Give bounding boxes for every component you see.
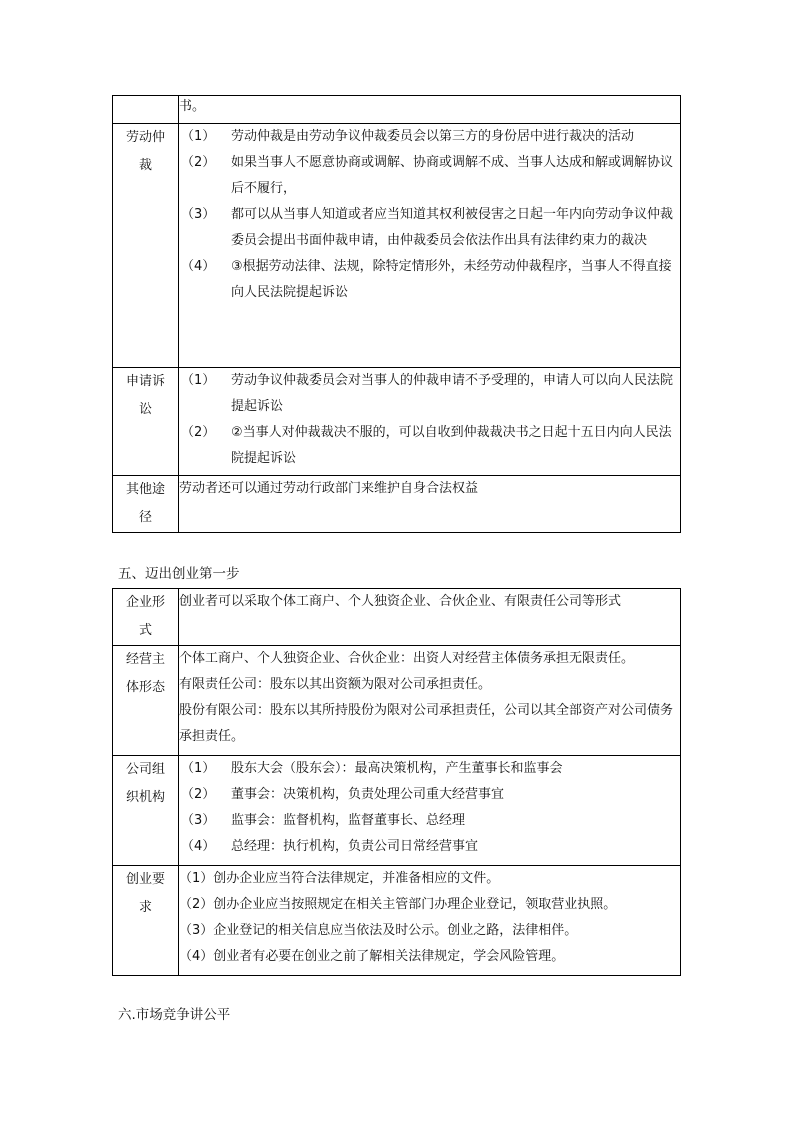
other-label: 其他途径 (113, 476, 179, 533)
item-text: ②当事人对仲裁裁决不服的，可以自收到仲裁裁决书之日起十五日内向人民法院提起诉讼 (231, 425, 672, 466)
item-number: （4） (181, 839, 216, 854)
ownership-label: 经营主体形态 (113, 646, 179, 756)
arbitration-label: 劳动仲裁 (113, 124, 179, 368)
list-item (179, 834, 680, 860)
row-label (113, 96, 179, 124)
table-row-ownership (113, 646, 681, 756)
list-item (179, 420, 680, 472)
list-item (179, 756, 680, 782)
forms-content: 创业者可以采取个体工商户、个人独资企业、合伙企业、有限责任公司等形式 (179, 589, 681, 646)
item-number: （2） (181, 425, 216, 440)
lawsuit-content (179, 368, 681, 476)
item-number: （1） (181, 129, 216, 144)
table-row-org (113, 756, 681, 866)
list-item (179, 150, 680, 202)
ownership-line: 股份有限公司：股东以其所持股份为限对公司承担责任，公司以其全部资产对公司债务承担责任。 (179, 703, 674, 744)
item-text: 劳动争议仲裁委员会对当事人的仲裁申请不予受理的，申请人可以向人民法院提起诉讼 (231, 373, 674, 414)
list-item (179, 782, 680, 808)
item-number: （3） (181, 207, 216, 222)
ownership-line: 有限责任公司：股东以其出资额为限对公司承担责任。 (179, 677, 492, 692)
item-number: （2） (181, 787, 216, 802)
item-text: 如果当事人不愿意协商或调解、协商或调解不成、当事人达成和解或调解协议后不履行， (231, 155, 674, 196)
requirements-content (179, 866, 681, 976)
ownership-content (179, 646, 681, 756)
requirement-line: （2）创办企业应当按照规定在相关主管部门办理企业登记，领取营业执照。 (179, 897, 617, 912)
item-text: 总经理：执行机构，负责公司日常经营事宜 (231, 839, 479, 854)
section-heading-5: 五、迈出创业第一步 (118, 566, 240, 582)
startup-table (112, 588, 681, 976)
requirement-line: （4）创业者有必要在创业之前了解相关法律规定，学会风险管理。 (179, 949, 565, 964)
requirement-line: （1）创办企业应当符合法律规定，并准备相应的文件。 (179, 871, 500, 886)
table-row-lawsuit (113, 368, 681, 476)
item-number: （1） (181, 761, 216, 776)
forms-label: 企业形式 (113, 589, 179, 646)
row-content: 书。 (179, 96, 681, 124)
item-text: 都可以从当事人知道或者应当知道其权利被侵害之日起一年内向劳动争议仲裁委员会提出书面仲裁申请，由仲裁委员会依法作出具有法律约束力的裁决 (231, 207, 674, 248)
item-text: 监事会：监督机构，监督董事长、总经理 (231, 813, 466, 828)
table-row-requirements (113, 866, 681, 976)
section-heading-6: 六.市场竞争讲公平 (118, 1007, 231, 1023)
table-row-forms (113, 589, 681, 646)
table-row (113, 96, 681, 124)
labor-dispute-table (112, 95, 681, 533)
org-label: 公司组织机构 (113, 756, 179, 866)
item-number: （3） (181, 813, 216, 828)
table-row-other (113, 476, 681, 533)
org-content (179, 756, 681, 866)
item-number: （2） (181, 155, 216, 170)
other-content: 劳动者还可以通过劳动行政部门来维护自身合法权益 (179, 476, 681, 533)
list-item (179, 368, 680, 420)
item-text: 股东大会（股东会）：最高决策机构，产生董事长和监事会 (231, 761, 563, 776)
item-text: 劳动仲裁是由劳动争议仲裁委员会以第三方的身份居中进行裁决的活动 (231, 129, 635, 144)
requirement-line: （3）企业登记的相关信息应当依法及时公示。创业之路，法律相伴。 (179, 923, 578, 938)
table-row-arbitration (113, 124, 681, 368)
ownership-line: 个体工商户、个人独资企业、合伙企业：出资人对经营主体债务承担无限责任。 (179, 651, 635, 666)
lawsuit-label: 申请诉讼 (113, 368, 179, 476)
list-item (179, 124, 680, 150)
list-item (179, 808, 680, 834)
item-text: ③根据劳动法律、法规，除特定情形外，未经劳动仲裁程序，当事人不得直接向人民法院提起诉讼 (231, 259, 672, 300)
arbitration-content (179, 124, 681, 368)
list-item (179, 254, 680, 306)
item-text: 董事会：决策机构，负责处理公司重大经营事宜 (231, 787, 505, 802)
requirements-label: 创业要求 (113, 866, 179, 976)
item-number: （1） (181, 373, 216, 388)
item-number: （4） (181, 259, 216, 274)
list-item (179, 202, 680, 254)
